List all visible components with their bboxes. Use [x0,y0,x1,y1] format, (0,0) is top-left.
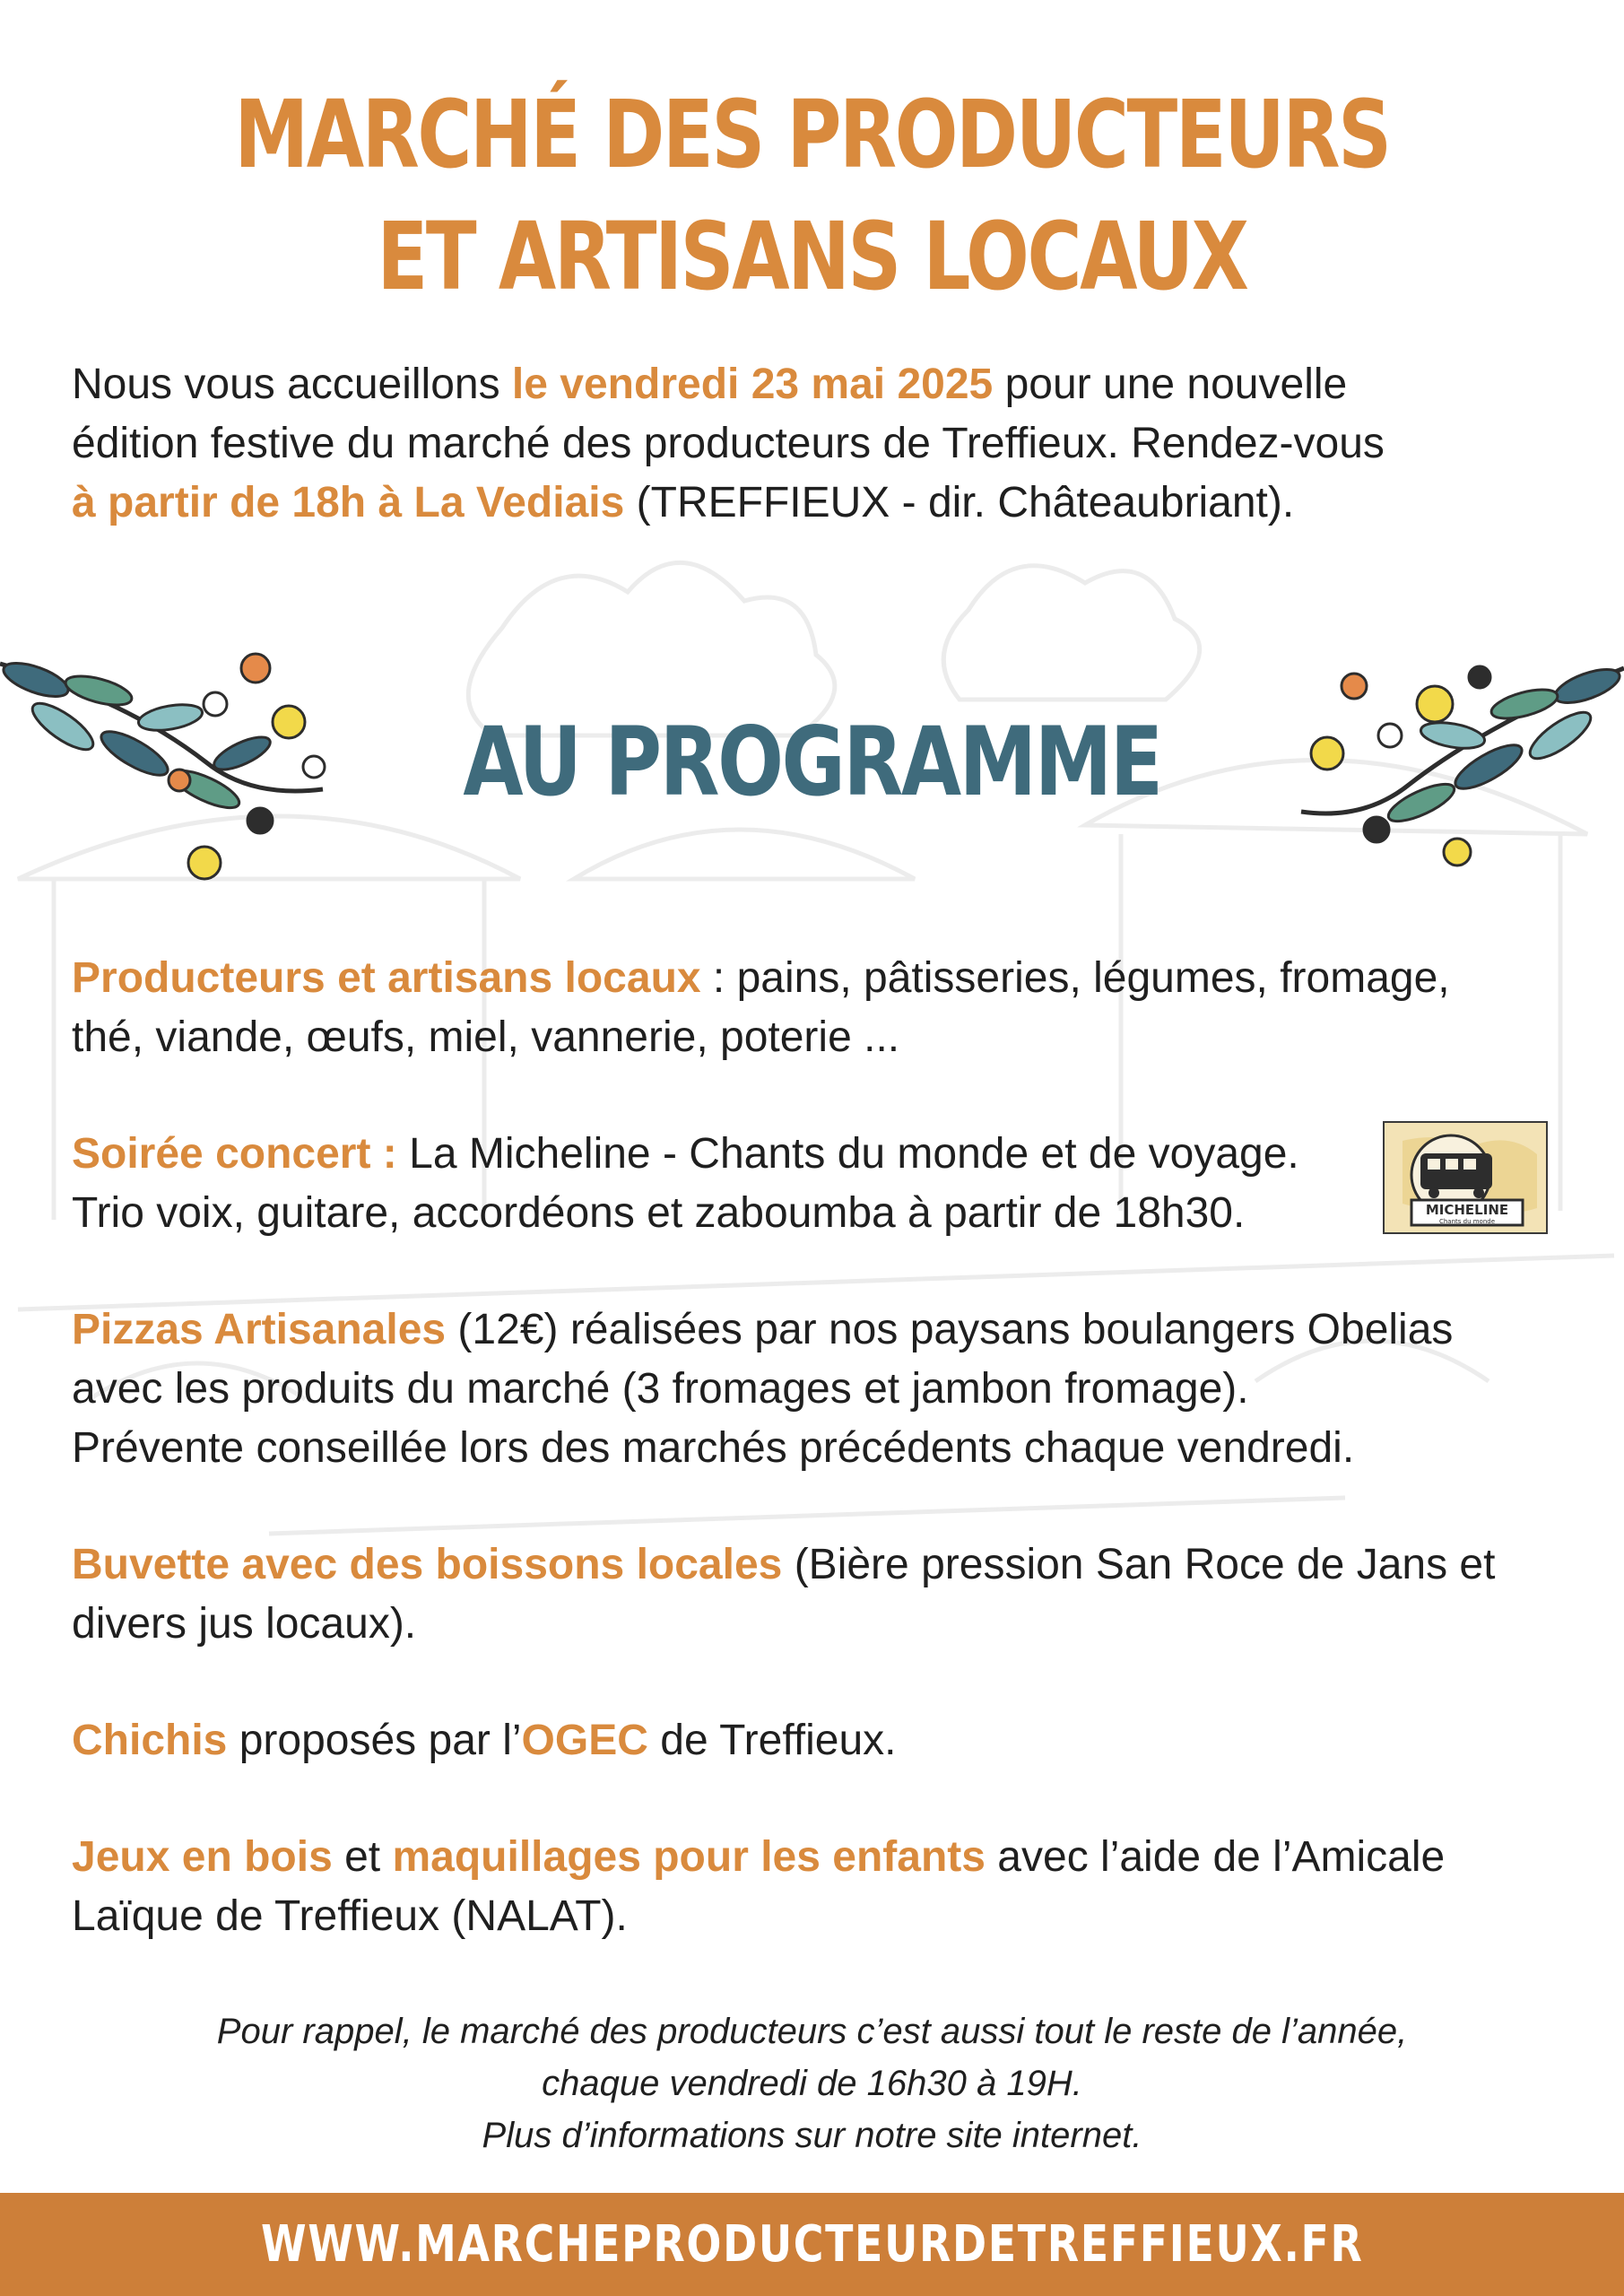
program-item-concert [72,1125,1560,1243]
program-list [72,949,1560,2004]
micheline-train-icon [1385,1123,1546,1232]
item-text: avec les produits du marché (3 fromages et jambon fromage). [72,1365,1249,1413]
item-text: Trio voix, guitare, accordéons et zaboumba à partir de 18h30. [72,1189,1246,1237]
item-text: (Bière pression San Roce de Jans et [782,1541,1496,1588]
program-item-buvette [72,1535,1560,1654]
item-label: Pizzas Artisanales [72,1306,447,1353]
page-title [162,74,1462,317]
ogec-label: OGEC [521,1717,648,1764]
footnote-line-2: chaque vendredi de 16h30 à 19H. [542,2064,1082,2103]
item-text: La Micheline - Chants du monde et de voyage. [396,1130,1299,1178]
program-item-producers [72,949,1560,1067]
micheline-logo [1383,1121,1548,1234]
intro-line-3 [72,474,1560,533]
item-text: (12€) réalisées par nos paysans boulangers Obelias [446,1306,1454,1353]
item-label: Jeux en bois [72,1833,333,1881]
intro-text: (TREFFIEUX - dir. Châteaubriant). [624,479,1295,526]
item-label: Producteurs et artisans locaux [72,954,701,1002]
item-text: de Treffieux. [647,1717,897,1764]
intro-line-1 [72,355,1560,414]
footer-banner [0,2193,1624,2296]
program-heading: AU PROGRAMME [463,707,1161,817]
micheline-logo-text: MICHELINE [1425,1202,1509,1218]
title-line-1: MARCHÉ DES PRODUCTEURS [234,80,1390,189]
item-label: maquillages pour les enfants [392,1833,986,1881]
footnote [0,2005,1624,2161]
program-item-pizzas [72,1300,1560,1478]
item-label: Chichis [72,1717,228,1764]
item-text: Laïque de Treffieux (NALAT). [72,1892,628,1940]
item-text: thé, viande, œufs, miel, vannerie, poterie ... [72,1013,900,1061]
program-item-jeux [72,1828,1560,1946]
item-text: et [332,1833,393,1881]
website-link[interactable]: WWW.MARCHEPRODUCTEURDETREFFIEUX.FR [260,2215,1364,2274]
intro-text: pour une nouvelle [993,361,1348,408]
intro-paragraph [72,355,1560,533]
item-text: proposés par l’ [227,1717,522,1764]
item-label: Buvette avec des boissons locales [72,1541,783,1588]
item-text: avec l’aide de l’Amicale [985,1833,1446,1881]
item-text: : pains, pâtisseries, légumes, fromage, [700,954,1450,1002]
micheline-logo-subtext: Chants du monde [1438,1218,1496,1225]
intro-line-2: édition festive du marché des producteurs de Treffieux. Rendez-vous [72,420,1385,467]
intro-text: Nous vous accueillons [72,361,512,408]
footnote-line-3: Plus d’informations sur notre site internet. [482,2116,1142,2155]
footnote-line-1: Pour rappel, le marché des producteurs c’est aussi tout le reste de l’année, [216,2012,1408,2051]
program-item-chichis [72,1711,1560,1770]
item-text: Prévente conseillée lors des marchés précédents chaque vendredi. [72,1424,1355,1472]
title-line-2: ET ARTISANS LOCAUX [377,202,1247,311]
item-text: divers jus locaux). [72,1600,417,1648]
event-time-place: à partir de 18h à La Vediais [72,479,625,526]
event-date: le vendredi 23 mai 2025 [511,361,994,408]
item-label: Soirée concert : [72,1130,397,1178]
